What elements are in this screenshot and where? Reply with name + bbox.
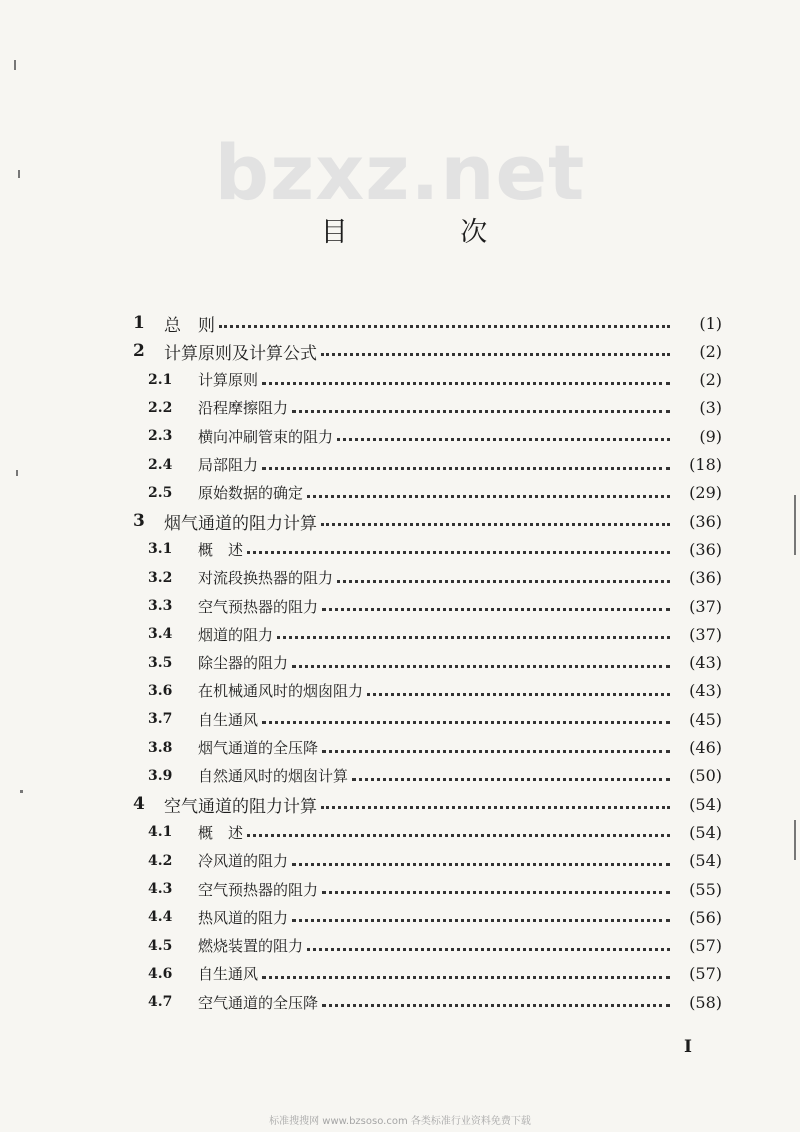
toc-page-number: (46) bbox=[689, 738, 722, 757]
toc-label: 热风道的阻力 bbox=[198, 908, 289, 927]
toc-number: 4.6 bbox=[148, 965, 173, 982]
toc-section-row bbox=[0, 848, 800, 874]
toc-page-number: (57) bbox=[689, 964, 722, 984]
toc-label: 计算原则及计算公式 bbox=[164, 343, 317, 364]
dot-leader bbox=[352, 776, 670, 781]
toc-section-row bbox=[0, 621, 800, 647]
toc-section-row bbox=[0, 593, 800, 619]
toc-number: 2.5 bbox=[148, 484, 173, 501]
toc-page-number: (2) bbox=[699, 341, 722, 361]
toc-number: 3.6 bbox=[148, 682, 173, 699]
toc-section-row bbox=[0, 650, 800, 676]
toc-page-number: (43) bbox=[689, 681, 722, 701]
toc-number: 1 bbox=[133, 313, 145, 333]
dot-leader bbox=[262, 380, 670, 385]
dot-leader bbox=[307, 493, 670, 498]
scan-artifact bbox=[14, 60, 16, 70]
toc-page-number: (37) bbox=[689, 624, 722, 644]
toc-number: 2.1 bbox=[148, 371, 173, 388]
toc-label: 概 述 bbox=[198, 823, 244, 842]
toc-page-number: (56) bbox=[689, 907, 722, 927]
toc-label: 空气预热器的阻力 bbox=[198, 880, 319, 899]
dot-leader bbox=[321, 804, 670, 809]
toc-label: 空气通道的阻力计算 bbox=[164, 796, 317, 817]
dot-leader bbox=[321, 521, 670, 526]
toc-number: 2.4 bbox=[148, 456, 173, 473]
dot-leader bbox=[322, 1002, 670, 1007]
toc-number: 3.7 bbox=[148, 711, 173, 728]
toc-number: 4.2 bbox=[148, 852, 173, 869]
toc-section-row bbox=[0, 904, 800, 930]
toc-section-row bbox=[0, 367, 800, 393]
toc-label: 概 述 bbox=[198, 540, 244, 559]
toc-number: 4.7 bbox=[148, 994, 173, 1011]
toc-page-number: (2) bbox=[699, 370, 722, 390]
toc-number: 3.9 bbox=[148, 767, 173, 784]
dot-leader bbox=[262, 974, 670, 979]
toc-page-number: (36) bbox=[689, 511, 722, 531]
page-title: 目 次 bbox=[320, 217, 540, 248]
toc-label: 空气预热器的阻力 bbox=[198, 597, 319, 616]
toc-page-number: (45) bbox=[689, 709, 722, 729]
dot-leader bbox=[337, 436, 670, 441]
toc-page-number: (58) bbox=[689, 992, 722, 1012]
toc-label: 局部阻力 bbox=[198, 456, 259, 474]
toc-page-number: (54) bbox=[689, 851, 722, 871]
toc-label: 冷风道的阻力 bbox=[198, 852, 289, 871]
scan-artifact bbox=[20, 790, 23, 793]
toc-chapter-row bbox=[0, 310, 800, 336]
scan-artifact bbox=[18, 170, 20, 178]
toc-page-number: (3) bbox=[699, 398, 722, 418]
toc-number: 2.3 bbox=[148, 428, 173, 445]
toc-number: 3 bbox=[133, 511, 145, 532]
toc-page-number: (57) bbox=[689, 936, 722, 956]
toc-page-number: (36) bbox=[689, 539, 722, 559]
toc-label: 横向冲刷管束的阻力 bbox=[198, 427, 334, 446]
footer-text: 标准搜搜网 www.bzsoso.com 各类标准行业资料免费下载 bbox=[269, 1116, 531, 1127]
dot-leader bbox=[277, 634, 670, 639]
toc-section-row bbox=[0, 678, 800, 704]
toc-section-row bbox=[0, 423, 800, 449]
dot-leader bbox=[292, 663, 670, 668]
toc-page-number: (36) bbox=[689, 568, 722, 588]
toc-label: 烟气通道的阻力计算 bbox=[164, 513, 317, 534]
toc-page-number: (50) bbox=[689, 766, 722, 786]
toc-page-number: (43) bbox=[689, 653, 722, 673]
toc-label: 原始数据的确定 bbox=[198, 484, 304, 503]
toc-number: 2.2 bbox=[148, 399, 173, 416]
toc-section-row bbox=[0, 933, 800, 959]
dot-leader bbox=[292, 861, 670, 866]
toc-number: 2 bbox=[133, 341, 145, 362]
toc-chapter-row bbox=[0, 508, 800, 534]
dot-leader bbox=[247, 549, 670, 554]
dot-leader bbox=[367, 691, 670, 696]
dot-leader bbox=[322, 606, 670, 611]
dot-leader bbox=[322, 748, 670, 753]
toc-number: 4.1 bbox=[148, 824, 173, 841]
toc-page-number: (1) bbox=[699, 313, 722, 333]
toc-number: 4.5 bbox=[148, 937, 173, 954]
dot-leader bbox=[292, 408, 670, 413]
toc-section-row bbox=[0, 876, 800, 902]
dot-leader bbox=[321, 351, 670, 356]
dot-leader bbox=[219, 323, 670, 328]
toc-page-number: (29) bbox=[689, 483, 722, 503]
dot-leader bbox=[322, 889, 670, 894]
toc-section-row bbox=[0, 961, 800, 987]
toc-section-row bbox=[0, 565, 800, 591]
toc-number: 4 bbox=[133, 794, 145, 815]
toc-section-row bbox=[0, 819, 800, 845]
toc-label: 烟气通道的全压降 bbox=[198, 739, 319, 757]
toc-section-row bbox=[0, 989, 800, 1015]
dot-leader bbox=[262, 719, 670, 724]
toc-page-number: (54) bbox=[689, 794, 722, 814]
toc-number: 3.5 bbox=[148, 654, 173, 671]
toc-section-row bbox=[0, 763, 800, 789]
toc-number: 3.2 bbox=[148, 569, 173, 586]
toc-label: 自生通风 bbox=[198, 965, 259, 984]
toc-section-row bbox=[0, 706, 800, 732]
toc-label: 空气通道的全压降 bbox=[198, 993, 319, 1012]
scan-artifact bbox=[794, 820, 796, 860]
toc-chapter-row bbox=[0, 338, 800, 364]
toc-number: 3.4 bbox=[148, 626, 173, 643]
toc-page-number: (54) bbox=[689, 822, 722, 842]
toc-section-row bbox=[0, 452, 800, 478]
dot-leader bbox=[262, 465, 670, 470]
toc-chapter-row bbox=[0, 791, 800, 817]
toc-label: 计算原则 bbox=[198, 371, 259, 390]
toc-page-number: (37) bbox=[689, 596, 722, 616]
page-number: I bbox=[684, 1037, 692, 1057]
toc-number: 3.1 bbox=[148, 541, 173, 558]
toc-page-number: (9) bbox=[699, 426, 722, 446]
toc-label: 对流段换热器的阻力 bbox=[198, 569, 334, 588]
toc-label: 烟道的阻力 bbox=[198, 625, 274, 644]
toc-label: 自然通风时的烟囱计算 bbox=[198, 767, 349, 786]
dot-leader bbox=[307, 946, 670, 951]
scan-artifact bbox=[16, 470, 18, 476]
dot-leader bbox=[247, 832, 670, 837]
toc-number: 3.8 bbox=[148, 739, 173, 756]
toc-section-row bbox=[0, 480, 800, 506]
toc-section-row bbox=[0, 536, 800, 562]
toc-section-row bbox=[0, 735, 800, 761]
watermark: bzxz.net bbox=[214, 128, 586, 217]
toc-label: 总 则 bbox=[164, 315, 215, 336]
toc-number: 3.3 bbox=[148, 598, 173, 614]
toc-label: 沿程摩擦阻力 bbox=[198, 399, 289, 418]
toc-label: 除尘器的阻力 bbox=[198, 654, 289, 673]
toc-number: 4.4 bbox=[148, 909, 173, 926]
scan-artifact bbox=[794, 495, 796, 555]
toc-section-row bbox=[0, 395, 800, 421]
dot-leader bbox=[337, 578, 670, 583]
toc-label: 自生通风 bbox=[198, 710, 259, 729]
dot-leader bbox=[292, 917, 670, 922]
toc-label: 在机械通风时的烟囱阻力 bbox=[198, 682, 364, 701]
toc-page-number: (18) bbox=[689, 455, 722, 474]
toc-page-number: (55) bbox=[689, 879, 722, 899]
toc-number: 4.3 bbox=[148, 881, 173, 897]
toc-label: 燃烧装置的阻力 bbox=[198, 937, 304, 956]
